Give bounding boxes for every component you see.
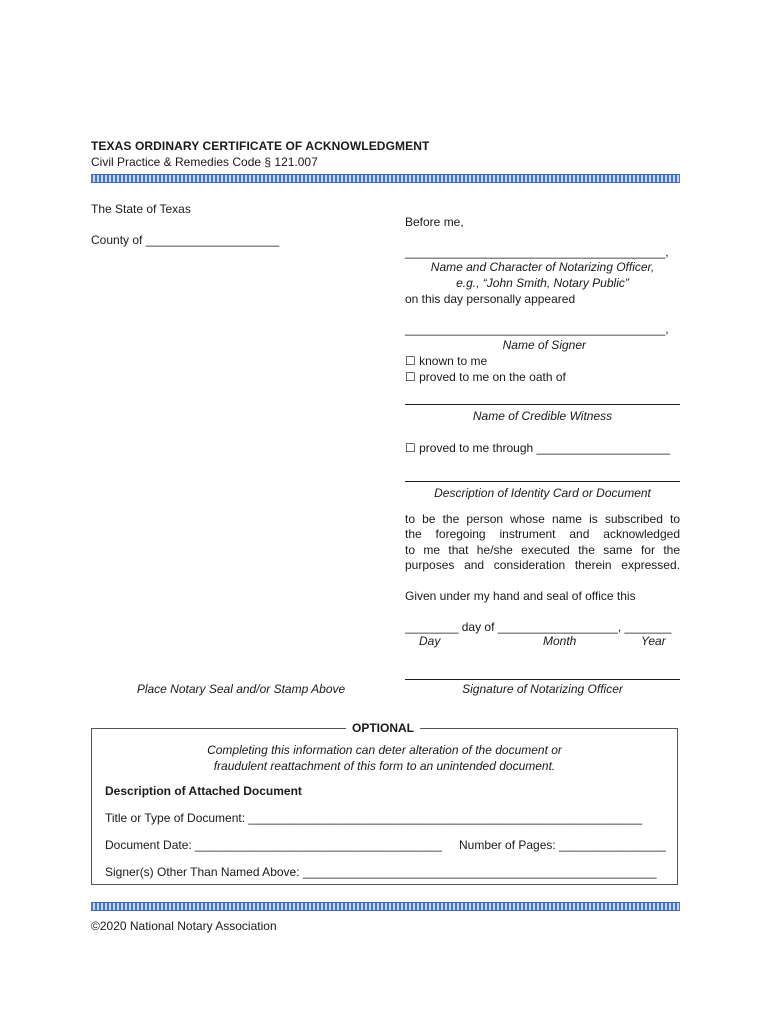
checkbox-icon[interactable]: ☐ [405,441,416,455]
optional-note-line-2: fraudulent reattachment of this form to an unintended document. [213,759,556,773]
identity-document-line[interactable] [405,481,680,482]
seal-caption: Place Notary Seal and/or Stamp Above [136,682,346,696]
certificate-title: TEXAS ORDINARY CERTIFICATE OF ACKNOWLEDGMENT [91,139,430,153]
appeared-text: on this day personally appeared [405,292,576,306]
state-label: The State of Texas [91,202,191,216]
known-option[interactable] [405,354,680,368]
body-line-4: purposes and consideration therein expressed. [405,558,680,572]
document-title-field[interactable]: Title or Type of Document: ___________________________________________________________ [105,811,643,825]
optional-note-line-1: Completing this information can deter alteration of the document or [207,743,562,757]
given-text: Given under my hand and seal of office this [405,589,636,603]
through-label: proved to me through ____________________ [419,441,670,455]
checkbox-icon[interactable]: ☐ [405,354,416,368]
checkbox-icon[interactable]: ☐ [405,370,416,384]
statute-citation: Civil Practice & Remedies Code § 121.007 [91,155,318,169]
month-caption: Month [543,634,577,648]
before-me-text: Before me, [405,215,464,229]
copyright-notice: ©2020 National Notary Association [91,919,277,933]
witness-caption: Name of Credible Witness [472,409,613,423]
attached-document-heading: Description of Attached Document [105,784,302,798]
identity-caption: Description of Identity Card or Document [434,486,651,500]
officer-name-line[interactable]: _______________________________________, [405,245,669,259]
document-date-field[interactable]: Document Date: _____________________________________ [105,838,442,852]
oath-label: proved to me on the oath of [419,370,566,384]
known-label: known to me [419,354,488,368]
optional-heading: OPTIONAL [346,721,420,735]
signer-caption: Name of Signer [502,338,586,352]
date-line[interactable]: ________ day of __________________, _______ [405,620,672,634]
body-line-3: to me that he/she executed the same for the [405,543,680,557]
county-field[interactable]: County of ____________________ [91,233,280,247]
signature-caption: Signature of Notarizing Officer [462,682,623,696]
top-decorative-band [91,174,680,183]
witness-name-line[interactable] [405,404,680,405]
signature-line[interactable] [405,679,680,680]
year-caption: Year [641,634,666,648]
day-caption: Day [419,634,441,648]
through-option[interactable] [405,441,680,455]
body-line-1: to be the person whose name is subscribed to [405,512,680,526]
signer-name-line[interactable]: _______________________________________, [405,322,669,336]
bottom-decorative-band [91,902,680,911]
other-signers-field[interactable]: Signer(s) Other Than Named Above: _____________________________________________________ [105,865,657,879]
officer-caption-line-2: e.g., “John Smith, Notary Public” [456,276,629,290]
number-of-pages-field[interactable]: Number of Pages: ________________ [459,838,666,852]
oath-option[interactable] [405,370,680,384]
body-line-2: the foregoing instrument and acknowledged [405,527,680,541]
officer-caption-line-1: Name and Character of Notarizing Officer, [430,260,655,274]
